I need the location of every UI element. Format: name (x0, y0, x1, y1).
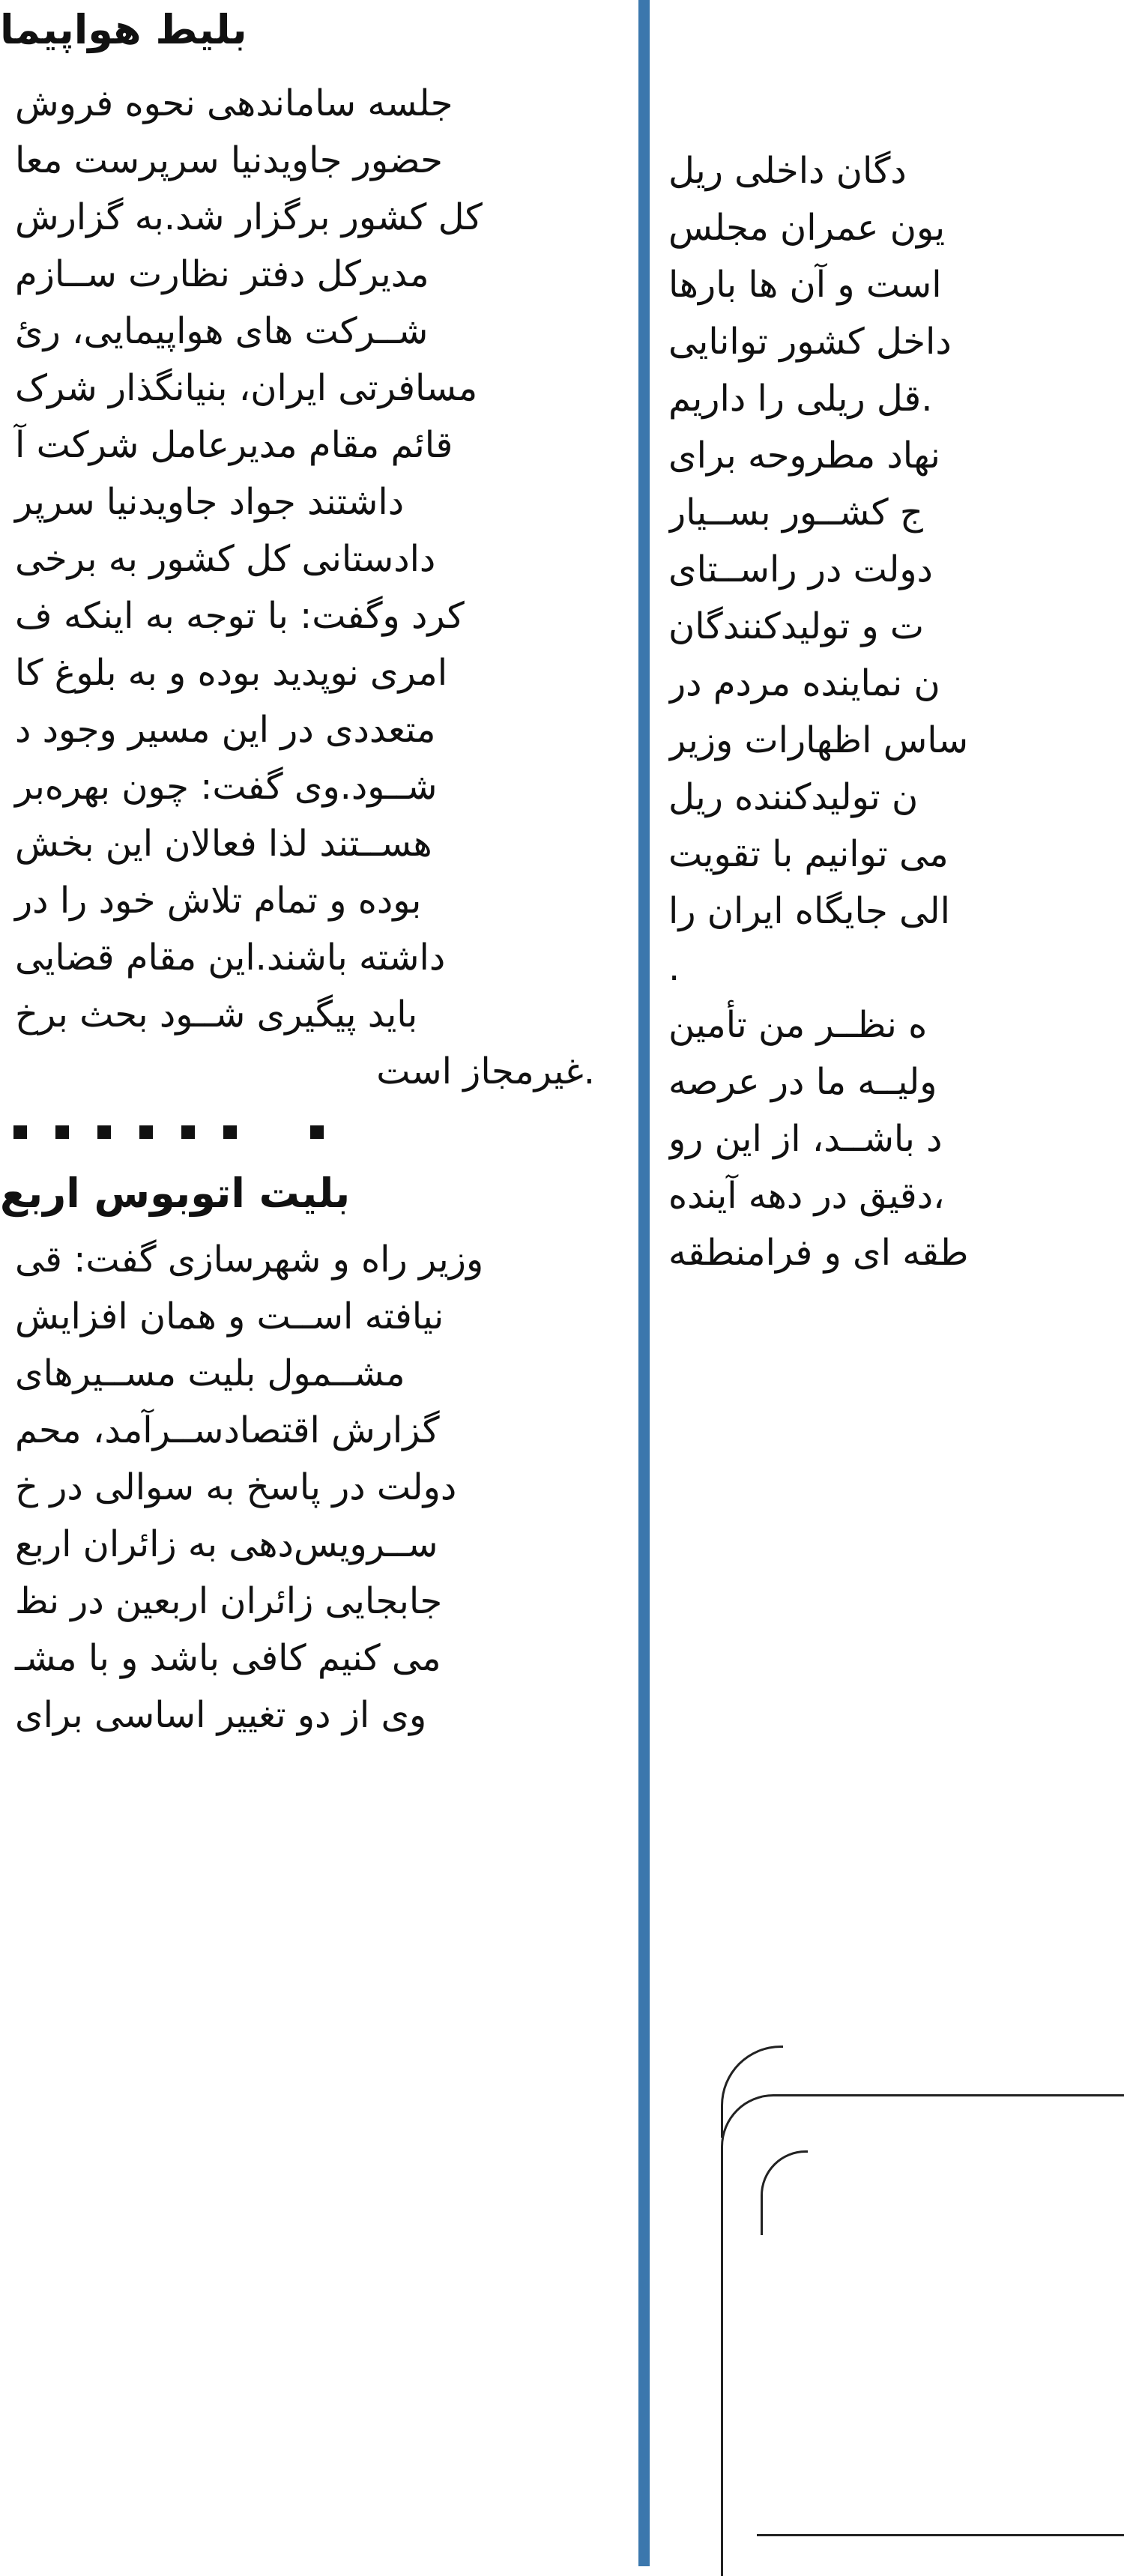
body-line: ولیــه ما در عرصه (668, 1061, 937, 1103)
separator-dot (55, 1125, 69, 1139)
body-line: نهاد مطروحه برای (668, 435, 940, 477)
body-line: داشتند جواد جاویدنیا سرپر (15, 481, 405, 523)
body-line: شــرکت های هواپیمایی، رئ (15, 310, 429, 352)
body-line: د باشــد، از این رو (668, 1118, 943, 1160)
article-body (0, 1231, 625, 1744)
separator-dot (97, 1125, 111, 1139)
body-line: می توانیم با تقویت (668, 833, 949, 875)
body-line: دگان داخلی ریل (668, 150, 907, 192)
body-line: یون عمران مجلس (668, 207, 946, 249)
body-line: وزیر راه و شهرسازی گفت: قی (15, 1239, 484, 1281)
body-line: نیافته اســت و همان افزایش (15, 1295, 444, 1337)
body-line: گزارش اقتصادســرآمد، محم (15, 1409, 440, 1451)
body-line: جابجایی زائران اربعین در نظ (15, 1580, 443, 1622)
body-line: کل کشور برگزار شد.به گزارش (15, 196, 483, 238)
body-line: کرد وگفت: با توجه به اینکه ف (15, 595, 465, 637)
body-line: دولت در پاسخ به سوالی در خ (15, 1466, 457, 1508)
body-line: دقیق در دهه آینده، (668, 1175, 945, 1217)
body-line: جلسه ساماندهی نحوه فروش (15, 82, 453, 124)
body-line: بوده و تمام تلاش خود را در (15, 880, 422, 922)
body-line: حضور جاویدنیا سرپرست معا (15, 139, 443, 181)
body-line: . (668, 947, 680, 989)
body-line: دولت در راســتای (668, 548, 933, 590)
body-line: ن تولیدکننده ریل (668, 776, 919, 818)
body-line: قل ریلی را داریم. (668, 378, 933, 420)
separator-dot (181, 1125, 195, 1139)
body-line: قائم مقام مدیرعامل شرکت آ (15, 424, 453, 466)
article-arbaeen-bus-ticket (0, 1164, 625, 1744)
article-body (0, 75, 625, 1100)
body-line: الی جایگاه ایران را (668, 890, 950, 932)
article-airplane-ticket (0, 0, 625, 1100)
body-line: مشــمول بلیت مســیرهای (15, 1352, 405, 1394)
body-line: است و آن ها بارها (668, 264, 942, 306)
section-separator (0, 1100, 625, 1164)
body-line: غیرمجاز است. (376, 1050, 595, 1092)
body-line: می کنیم کافی باشد و با مشـ (15, 1637, 441, 1679)
separator-dot (223, 1125, 237, 1139)
body-line: شــود.وی گفت: چون بهره‌بر (15, 766, 438, 808)
article-heading: بلیط هواپیما (0, 6, 247, 53)
box-bottom-rule (757, 2534, 1124, 2536)
body-line: هســتند لذا فعالان این بخش (15, 823, 432, 865)
body-line: ج کشــور بســیار (668, 492, 923, 533)
body-line: داخل کشور توانایی (668, 321, 952, 363)
column-divider (638, 0, 650, 2566)
body-line: دادستانی کل کشور به برخی (15, 538, 436, 580)
separator-dot (310, 1125, 324, 1139)
separator-dot (13, 1125, 27, 1139)
body-line: مسافرتی ایران، بنیانگذار شرک (15, 367, 478, 409)
body-line: ساس اظهارات وزیر (668, 719, 969, 761)
body-line: مدیرکل دفتر نظارت ســازم (15, 253, 429, 295)
body-line: داشته باشند.این مقام قضایی (15, 937, 446, 979)
body-line: ن نماینده مردم در (668, 662, 940, 704)
body-line: امری نوپدید بوده و به بلوغ کا (15, 652, 448, 694)
separator-dot (139, 1125, 153, 1139)
article-heading: بلیت اتوبوس اربع (0, 1170, 351, 1217)
body-line: طقه ای و فرامنطقه (668, 1232, 969, 1274)
body-line: ســرویس‌دهی به زائران اربع (15, 1523, 438, 1565)
body-line: وی از دو تغییر اساسی برای (15, 1694, 427, 1736)
body-line: باید پیگیری شــود بحث برخ (15, 994, 418, 1035)
body-line: ت و تولیدکنندگان (668, 605, 925, 647)
body-line: متعددی در این مسیر وجود د (15, 709, 436, 751)
article-body (668, 142, 1124, 1281)
body-line: ه نظــر من تأمین (668, 1004, 928, 1046)
